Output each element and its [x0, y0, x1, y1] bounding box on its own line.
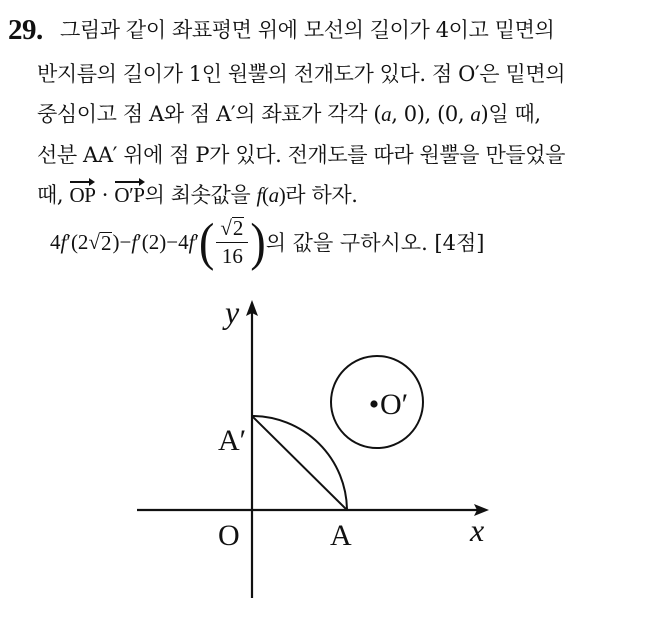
line3-text-c: )일 때, [480, 102, 541, 126]
expr-part-1: ′(2 [66, 229, 89, 254]
line3-text-a: 중심이고 점 A와 점 A′의 좌표가 각각 ( [37, 102, 382, 126]
expr-close-1: )− [112, 229, 132, 254]
origin-label: O [218, 519, 240, 552]
vector-op: OP [69, 179, 95, 208]
problem-line-1: 그림과 같이 좌표평면 위에 모선의 길이가 4이고 밑면의 [60, 18, 555, 42]
expr-part-2: ′(2)−4 [137, 229, 189, 254]
expr-radicand-1: 2 [100, 230, 112, 255]
var-a: a [268, 183, 279, 207]
problem-line-4: 선분 AA′ 위에 점 P가 있다. 전개도를 따라 원뿔을 만들었을 [37, 143, 565, 167]
line3-text-b: , 0), (0, [391, 102, 471, 126]
sqrt-symbol-1: √ [88, 229, 100, 254]
x-axis [137, 504, 489, 516]
vector-o-prime-p: O′P [114, 179, 144, 208]
point-o-prime-label: O′ [380, 388, 409, 421]
line5-suffix: 라 하자. [285, 183, 358, 207]
base-circle [331, 356, 423, 448]
sqrt-symbol-2: √ [220, 215, 232, 240]
expr-coef-1: 4 [50, 229, 61, 254]
fraction-radicand: 2 [232, 215, 244, 240]
point-a-label: A [330, 519, 352, 552]
expr-tail: 의 값을 구하시오. [4점] [265, 231, 485, 255]
big-paren-open: ( [199, 212, 215, 271]
line5-prefix: 때, [37, 183, 70, 207]
y-axis-label: y [225, 294, 240, 330]
center-o-prime-dot [370, 400, 377, 407]
expr-prime-3: ′ [194, 229, 200, 254]
line5-mid: 의 최솟값을 [144, 183, 257, 207]
problem-line-2: 반지름의 길이가 1인 원뿔의 전개도가 있다. 점 O′은 밑면의 [37, 62, 566, 86]
big-paren-close: ) [250, 212, 266, 271]
expr-f-2: f [131, 229, 138, 254]
x-axis-label: x [470, 512, 485, 548]
line3-var-a2: a [470, 102, 481, 126]
expr-f-1: f [60, 229, 67, 254]
problem-number: 29. [8, 14, 43, 46]
y-axis [246, 300, 258, 598]
expr-f-3: f [188, 229, 195, 254]
line3-var-a1: a [381, 102, 392, 126]
fraction-denominator: 16 [221, 243, 243, 268]
dot-operator: · [95, 183, 115, 207]
paren-open: ( [261, 183, 269, 207]
segment-a-a-prime [252, 416, 347, 510]
paren-close: ) [278, 183, 286, 207]
point-a-prime-label: A′ [218, 424, 247, 457]
function-f: f [256, 183, 262, 207]
